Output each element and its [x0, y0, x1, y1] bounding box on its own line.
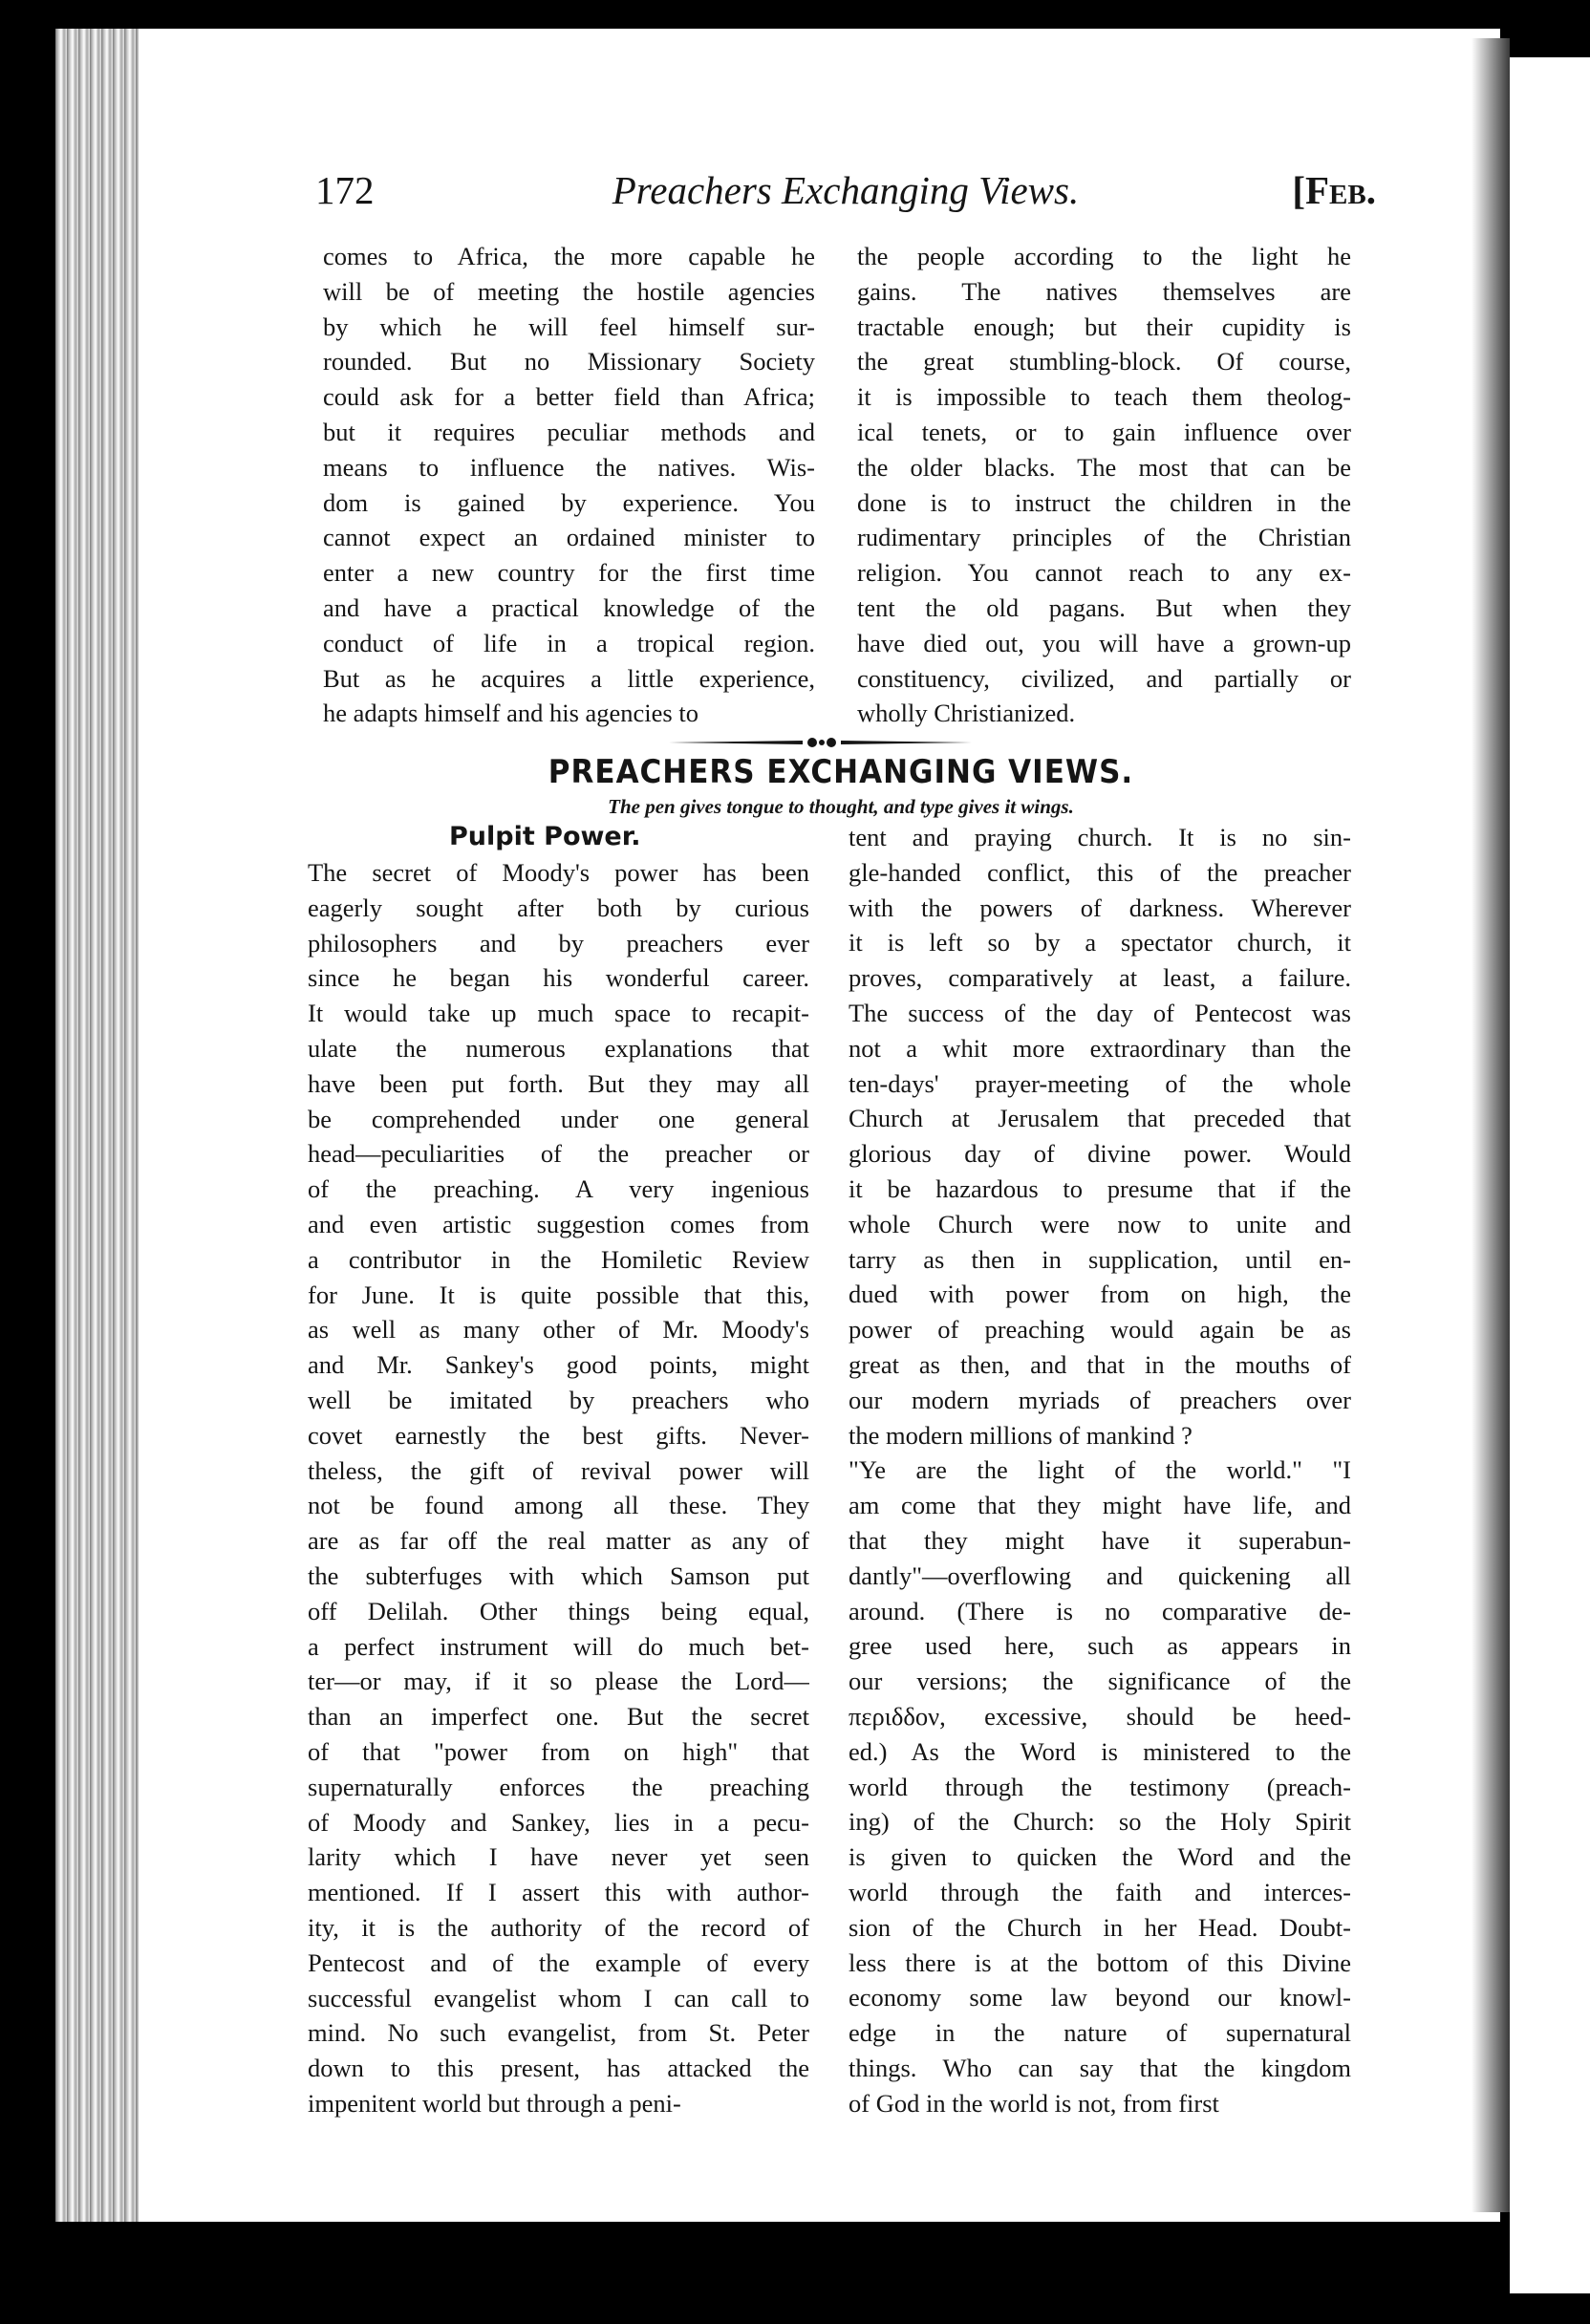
text-line: The success of the day of Pentecost was — [849, 998, 1351, 1027]
text-line: the older blacks. The most that can be — [857, 452, 1351, 482]
text-line: dued with power from on high, the — [849, 1280, 1351, 1309]
text-line: dom is gained by experience. You — [323, 487, 815, 517]
book-spine-edges — [55, 29, 151, 2222]
running-header — [315, 167, 1376, 225]
text-line: rounded. But no Missionary Society — [323, 347, 815, 377]
column-main-right — [849, 820, 1351, 2120]
text-line: gains. The natives themselves are — [857, 276, 1351, 306]
column-main-left — [308, 855, 809, 2121]
text-line: edge in the nature of supernatural — [849, 2018, 1351, 2048]
text-line: have died out, you will have a grown-up — [857, 628, 1351, 657]
text-line: world through the testimony (preach- — [849, 1772, 1351, 1801]
section-motto: The pen gives tongue to thought, and type gives it wings. — [608, 795, 1074, 818]
text-line: it is left so by a spectator church, it — [849, 928, 1351, 958]
running-month: [Feb. — [1292, 168, 1376, 212]
text-line: our versions; the significance of the — [849, 1667, 1351, 1696]
text-line: since he began his wonderful career. — [308, 963, 809, 993]
text-line: rudimentary principles of the Christian — [857, 523, 1351, 552]
text-line: of that "power from on high" that — [308, 1736, 809, 1766]
text-line: am come that they might have life, and — [849, 1491, 1351, 1520]
text-line: gle-handed conflict, this of the preacher — [849, 857, 1351, 887]
text-line: well be imitated by preachers who — [308, 1385, 809, 1414]
text-line: that they might have it superabun- — [849, 1525, 1351, 1555]
running-title: Preachers Exchanging Views. — [612, 168, 1080, 212]
page-number: 172 — [315, 168, 375, 212]
text-line: by which he will feel himself sur- — [323, 312, 815, 341]
text-line: will be of meeting the hostile agencies — [323, 276, 815, 306]
text-line: less there is at the bottom of this Divine — [849, 1947, 1351, 1977]
text-line: it is impossible to teach them theolog- — [857, 382, 1351, 412]
text-line: and Mr. Sankey's good points, might — [308, 1350, 809, 1380]
text-line: head—peculiarities of the preacher or — [308, 1139, 809, 1169]
text-line: he adapts himself and his agencies to — [323, 699, 698, 728]
text-line: for June. It is quite possible that this, — [308, 1280, 809, 1309]
text-line: a contributor in the Homiletic Review — [308, 1244, 809, 1274]
text-line: Church at Jerusalem that preceded that — [849, 1104, 1351, 1133]
text-line: mind. No such evangelist, from St. Peter — [308, 2018, 809, 2048]
text-line: cannot expect an ordained minister to — [323, 523, 815, 552]
text-line: than an imperfect one. But the secret — [308, 1702, 809, 1732]
text-line: gree used here, such as appears in — [849, 1631, 1351, 1661]
text-line: it be hazardous to presume that if the — [849, 1173, 1351, 1203]
article-subheading: Pulpit Power. — [449, 822, 641, 851]
text-line: could ask for a better field than Africa; — [323, 382, 815, 412]
text-line: done is to instruct the children in the — [857, 487, 1351, 517]
text-line: larity which I have never yet seen — [308, 1842, 809, 1872]
text-line: tarry as then in supplication, until en- — [849, 1244, 1351, 1274]
text-line: our modern myriads of preachers over — [849, 1385, 1351, 1414]
text-line: off Delilah. Other things being equal, — [308, 1596, 809, 1625]
text-line: but it requires peculiar methods and — [323, 417, 815, 446]
text-line: great as then, and that in the mouths of — [849, 1349, 1351, 1379]
text-line: and even artistic suggestion comes from — [308, 1209, 809, 1238]
text-line: mentioned. If I assert this with author- — [308, 1878, 809, 1907]
text-line: around. (There is no comparative de- — [849, 1596, 1351, 1625]
text-line: ter—or may, if it so please the Lord— — [308, 1667, 809, 1696]
text-line: ulate the numerous explanations that — [308, 1033, 809, 1063]
text-line: the subterfuges with which Samson put — [308, 1560, 809, 1590]
text-line: wholly Christianized. — [857, 699, 1076, 728]
text-line: is given to quicken the Word and the — [849, 1842, 1351, 1872]
text-line: ed.) As the Word is ministered to the — [849, 1736, 1351, 1766]
text-line: things. Who can say that the kingdom — [849, 2053, 1351, 2082]
text-line: of God in the world is not, from first — [849, 2088, 1219, 2118]
gutter-shadow — [1472, 38, 1510, 2212]
text-line: and have a practical knowledge of the — [323, 592, 815, 622]
section-title: PREACHERS EXCHANGING VIEWS. — [548, 753, 1134, 791]
text-line: world through the faith and interces- — [849, 1877, 1351, 1906]
text-line: theless, the gift of revival power will — [308, 1455, 809, 1485]
text-line: It would take up much space to recapit- — [308, 999, 809, 1028]
text-line: of Moody and Sankey, lies in a pecu- — [308, 1807, 809, 1837]
text-line: περιδδον, excessive, should be heed- — [849, 1701, 1351, 1731]
text-line: the people according to the light he — [857, 242, 1351, 270]
text-line: successful evangelist whom I can call to — [308, 1983, 809, 2012]
column-top-right — [857, 239, 1351, 731]
text-line: be comprehended under one general — [308, 1104, 809, 1133]
text-line: not a whit more extraordinary than the — [849, 1033, 1351, 1063]
text-line: glorious day of divine power. Would — [849, 1139, 1351, 1169]
text-line: as well as many other of Mr. Moody's — [308, 1315, 809, 1345]
text-line: tractable enough; but their cupidity is — [857, 312, 1351, 341]
text-line: dantly"—overflowing and quickening all — [849, 1560, 1351, 1590]
column-top-left — [323, 239, 815, 731]
text-line: means to influence the natives. Wis- — [323, 452, 815, 482]
text-line: constituency, civilized, and partially or — [857, 663, 1351, 693]
text-line: economy some law beyond our knowl- — [849, 1983, 1351, 2012]
text-line: whole Church were now to unite and — [849, 1209, 1351, 1238]
text-line: have been put forth. But they may all — [308, 1068, 809, 1098]
text-line: covet earnestly the best gifts. Never- — [308, 1420, 809, 1450]
text-line: ical tenets, or to gain influence over — [857, 417, 1351, 446]
text-line: comes to Africa, the more capable he — [323, 242, 815, 270]
text-line: enter a new country for the first time — [323, 558, 815, 588]
text-line: ing) of the Church: so the Holy Spirit — [849, 1807, 1351, 1837]
ornamental-divider — [669, 736, 975, 749]
text-line: The secret of Moody's power has been — [308, 858, 809, 887]
text-line: a perfect instrument will do much bet- — [308, 1631, 809, 1661]
text-line: down to this present, has attacked the — [308, 2054, 809, 2083]
text-line: religion. You cannot reach to any ex- — [857, 558, 1351, 588]
text-line: ity, it is the authority of the record of — [308, 1912, 809, 1942]
text-line: Pentecost and of the example of every — [308, 1947, 809, 1977]
text-line: conduct of life in a tropical region. — [323, 628, 815, 657]
text-line: of the preaching. A very ingenious — [308, 1174, 809, 1204]
text-line: impenitent world but through a peni- — [308, 2088, 681, 2118]
text-line: power of preaching would again be as — [849, 1315, 1351, 1345]
facing-page-edge — [1510, 57, 1590, 2293]
text-line: not be found among all these. They — [308, 1491, 809, 1520]
text-line: the great stumbling-block. Of course, — [857, 347, 1351, 377]
text-line: tent and praying church. It is no sin- — [849, 823, 1351, 851]
text-line: "Ye are the light of the world." "I — [849, 1455, 1351, 1485]
text-line: supernaturally enforces the preaching — [308, 1772, 809, 1801]
text-line: ten-days' prayer-meeting of the whole — [849, 1068, 1351, 1098]
text-line: proves, comparatively at least, a failure. — [849, 963, 1351, 993]
text-line: the modern millions of mankind ? — [849, 1420, 1192, 1450]
text-line: philosophers and by preachers ever — [308, 928, 809, 958]
text-line: But as he acquires a little experience, — [323, 663, 815, 693]
text-line: eagerly sought after both by curious — [308, 893, 809, 922]
text-line: with the powers of darkness. Wherever — [849, 893, 1351, 922]
text-line: are as far off the real matter as any of — [308, 1526, 809, 1556]
text-line: sion of the Church in her Head. Doubt- — [849, 1912, 1351, 1942]
text-line: tent the old pagans. But when they — [857, 592, 1351, 622]
